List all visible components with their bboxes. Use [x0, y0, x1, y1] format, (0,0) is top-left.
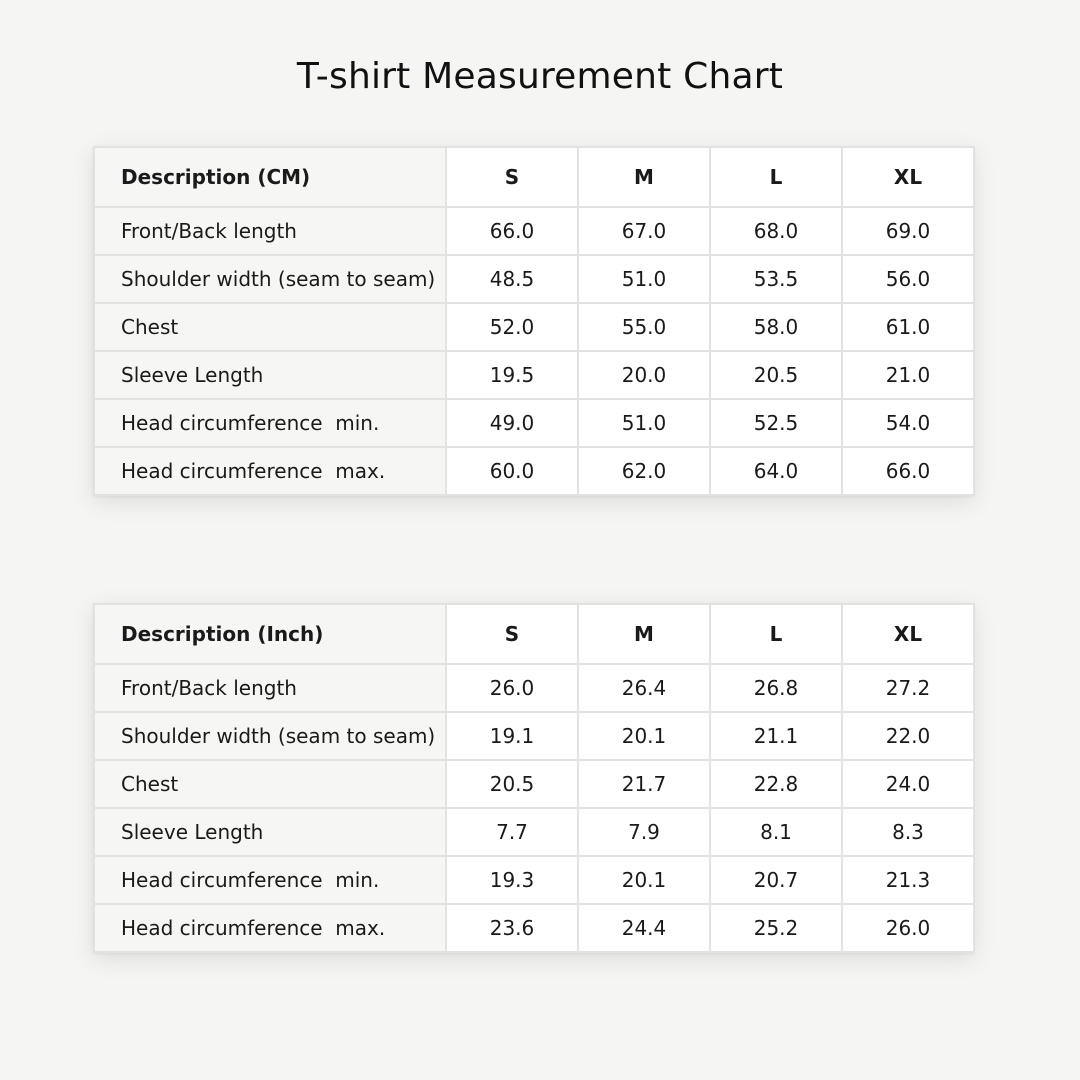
- cell-value: 7.9: [578, 808, 710, 856]
- row-label: Front/Back length: [94, 664, 446, 712]
- table-header-row: [94, 147, 974, 207]
- cell-value: 24.4: [578, 904, 710, 952]
- cell-value: 52.5: [710, 399, 842, 447]
- cell-value: 68.0: [710, 207, 842, 255]
- cell-value: 19.5: [446, 351, 578, 399]
- cell-value: 20.7: [710, 856, 842, 904]
- cell-value: 49.0: [446, 399, 578, 447]
- cell-value: 66.0: [446, 207, 578, 255]
- table-header-row: [94, 604, 974, 664]
- row-label: Sleeve Length: [94, 808, 446, 856]
- header-description: Description (Inch): [94, 604, 446, 664]
- cell-value: 8.1: [710, 808, 842, 856]
- header-description: Description (CM): [94, 147, 446, 207]
- cell-value: 51.0: [578, 255, 710, 303]
- cell-value: 66.0: [842, 447, 974, 495]
- table-row: [94, 760, 974, 808]
- header-size-xl: XL: [842, 147, 974, 207]
- table-row: [94, 808, 974, 856]
- cell-value: 67.0: [578, 207, 710, 255]
- header-size-s: S: [446, 604, 578, 664]
- cell-value: 56.0: [842, 255, 974, 303]
- cell-value: 19.3: [446, 856, 578, 904]
- table-row: [94, 207, 974, 255]
- table-row: [94, 712, 974, 760]
- cell-value: 26.8: [710, 664, 842, 712]
- cell-value: 26.0: [842, 904, 974, 952]
- table-row: [94, 447, 974, 495]
- row-label: Shoulder width (seam to seam): [94, 255, 446, 303]
- cell-value: 69.0: [842, 207, 974, 255]
- table-row: [94, 664, 974, 712]
- cell-value: 64.0: [710, 447, 842, 495]
- header-size-m: M: [578, 147, 710, 207]
- cell-value: 51.0: [578, 399, 710, 447]
- cell-value: 21.0: [842, 351, 974, 399]
- page-title: T-shirt Measurement Chart: [296, 56, 784, 97]
- cell-value: 53.5: [710, 255, 842, 303]
- cell-value: 52.0: [446, 303, 578, 351]
- header-size-l: L: [710, 147, 842, 207]
- cell-value: 20.5: [710, 351, 842, 399]
- row-label: Front/Back length: [94, 207, 446, 255]
- cell-value: 26.0: [446, 664, 578, 712]
- cell-value: 48.5: [446, 255, 578, 303]
- cell-value: 54.0: [842, 399, 974, 447]
- cell-value: 62.0: [578, 447, 710, 495]
- cell-value: 61.0: [842, 303, 974, 351]
- measurement-table-inch: [93, 603, 974, 953]
- row-label: Sleeve Length: [94, 351, 446, 399]
- cell-value: 27.2: [842, 664, 974, 712]
- cell-value: 58.0: [710, 303, 842, 351]
- row-label: Chest: [94, 303, 446, 351]
- row-label: Head circumference max.: [94, 447, 446, 495]
- header-size-xl: XL: [842, 604, 974, 664]
- cell-value: 20.1: [578, 856, 710, 904]
- row-label: Shoulder width (seam to seam): [94, 712, 446, 760]
- row-label: Head circumference min.: [94, 399, 446, 447]
- measurement-table-cm: [93, 146, 974, 496]
- cell-value: 21.7: [578, 760, 710, 808]
- cell-value: 20.5: [446, 760, 578, 808]
- cell-value: 24.0: [842, 760, 974, 808]
- table-row: [94, 255, 974, 303]
- table-row: [94, 904, 974, 952]
- row-label: Head circumference max.: [94, 904, 446, 952]
- table-row: [94, 399, 974, 447]
- table-row: [94, 303, 974, 351]
- cell-value: 20.0: [578, 351, 710, 399]
- cell-value: 26.4: [578, 664, 710, 712]
- cell-value: 25.2: [710, 904, 842, 952]
- header-size-m: M: [578, 604, 710, 664]
- header-size-s: S: [446, 147, 578, 207]
- cell-value: 8.3: [842, 808, 974, 856]
- table-inch: [93, 603, 975, 953]
- table-cm: [93, 146, 975, 496]
- cell-value: 22.8: [710, 760, 842, 808]
- cell-value: 55.0: [578, 303, 710, 351]
- cell-value: 19.1: [446, 712, 578, 760]
- cell-value: 20.1: [578, 712, 710, 760]
- table-row: [94, 351, 974, 399]
- header-size-l: L: [710, 604, 842, 664]
- cell-value: 21.3: [842, 856, 974, 904]
- table-row: [94, 856, 974, 904]
- row-label: Head circumference min.: [94, 856, 446, 904]
- cell-value: 22.0: [842, 712, 974, 760]
- cell-value: 21.1: [710, 712, 842, 760]
- cell-value: 7.7: [446, 808, 578, 856]
- row-label: Chest: [94, 760, 446, 808]
- cell-value: 60.0: [446, 447, 578, 495]
- cell-value: 23.6: [446, 904, 578, 952]
